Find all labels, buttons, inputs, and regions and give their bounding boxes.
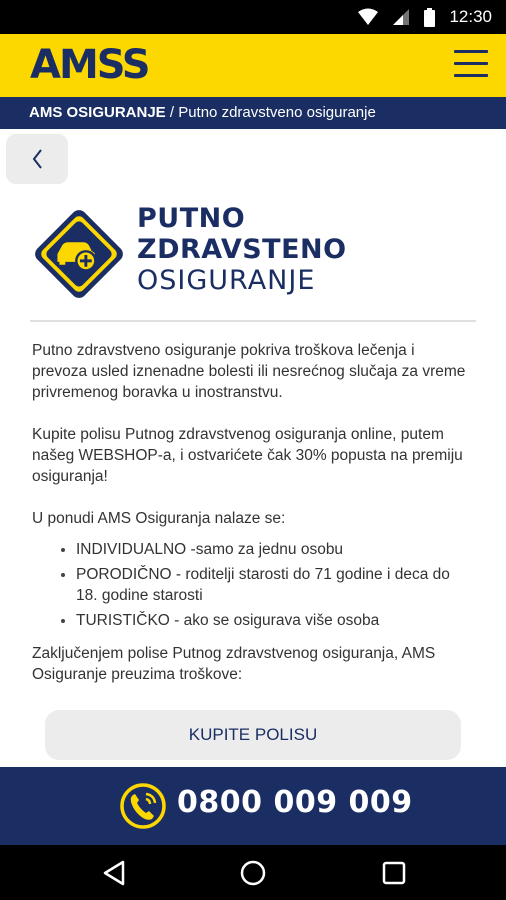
hero-title (137, 203, 347, 296)
breadcrumb-parent[interactable]: AMS OSIGURANJE (29, 104, 166, 121)
breadcrumb-current: Putno zdravstveno osiguranje (178, 104, 376, 121)
recents-nav-icon[interactable] (379, 858, 409, 888)
description (32, 340, 472, 706)
phone-icon (118, 781, 168, 831)
call-bar[interactable] (0, 767, 506, 845)
hero-title-line2: ZDRAVSTENO (137, 234, 347, 265)
navigation-bar (0, 845, 506, 900)
breadcrumb (0, 97, 506, 129)
offer-heading: U ponudi AMS Osiguranja nalaze se: (32, 510, 286, 527)
offer-list (32, 539, 472, 631)
hero-title-line3: OSIGURANJE (137, 265, 316, 296)
list-item: • INDIVIDUALNO -samo za jednu osobu (76, 539, 472, 560)
home-nav-icon[interactable] (238, 858, 268, 888)
travel-health-insurance-icon (30, 205, 128, 303)
divider (30, 320, 476, 322)
chevron-left-icon (31, 148, 43, 170)
app-bar (0, 34, 506, 97)
signal-icon (392, 8, 410, 26)
list-item: • TURISTIČKO - ako se osigurava više osoba (76, 610, 472, 631)
battery-icon (424, 8, 435, 27)
phone-number[interactable]: 0800 009 009 (177, 785, 413, 820)
coverage-paragraph: Zaključenjem polise Putnog zdravstvenog osiguranja, AMS Osiguranje preuzima troškove: (32, 645, 436, 683)
back-nav-icon[interactable] (99, 858, 129, 888)
list-item: • PORODIČNO - roditelji starosti do 71 godine i deca do 18. godine starosti (76, 564, 472, 606)
amss-logo[interactable]: AMSS (30, 42, 149, 88)
hero-title-line1: PUTNO (137, 203, 246, 234)
hamburger-menu-icon[interactable] (454, 50, 488, 80)
wifi-icon (358, 8, 378, 26)
back-button[interactable] (6, 134, 68, 184)
status-time: 12:30 (449, 7, 492, 26)
intro-paragraph: Putno zdravstveno osiguranje pokriva troškova lečenja i prevoza usled iznenadne bolesti ili nesrećnog slučaja za vreme privremenog boravka u inostranstvu. (32, 342, 466, 401)
webshop-paragraph: Kupite polisu Putnog zdravstvenog osiguranja online, putem našeg WEBSHOP-a, i ostvarićete čak 30% popusta na premiju osiguranja! (32, 426, 463, 485)
breadcrumb-separator: / (169, 104, 175, 121)
buy-policy-button[interactable]: KUPITE POLISU (45, 710, 461, 760)
status-bar (0, 0, 506, 34)
